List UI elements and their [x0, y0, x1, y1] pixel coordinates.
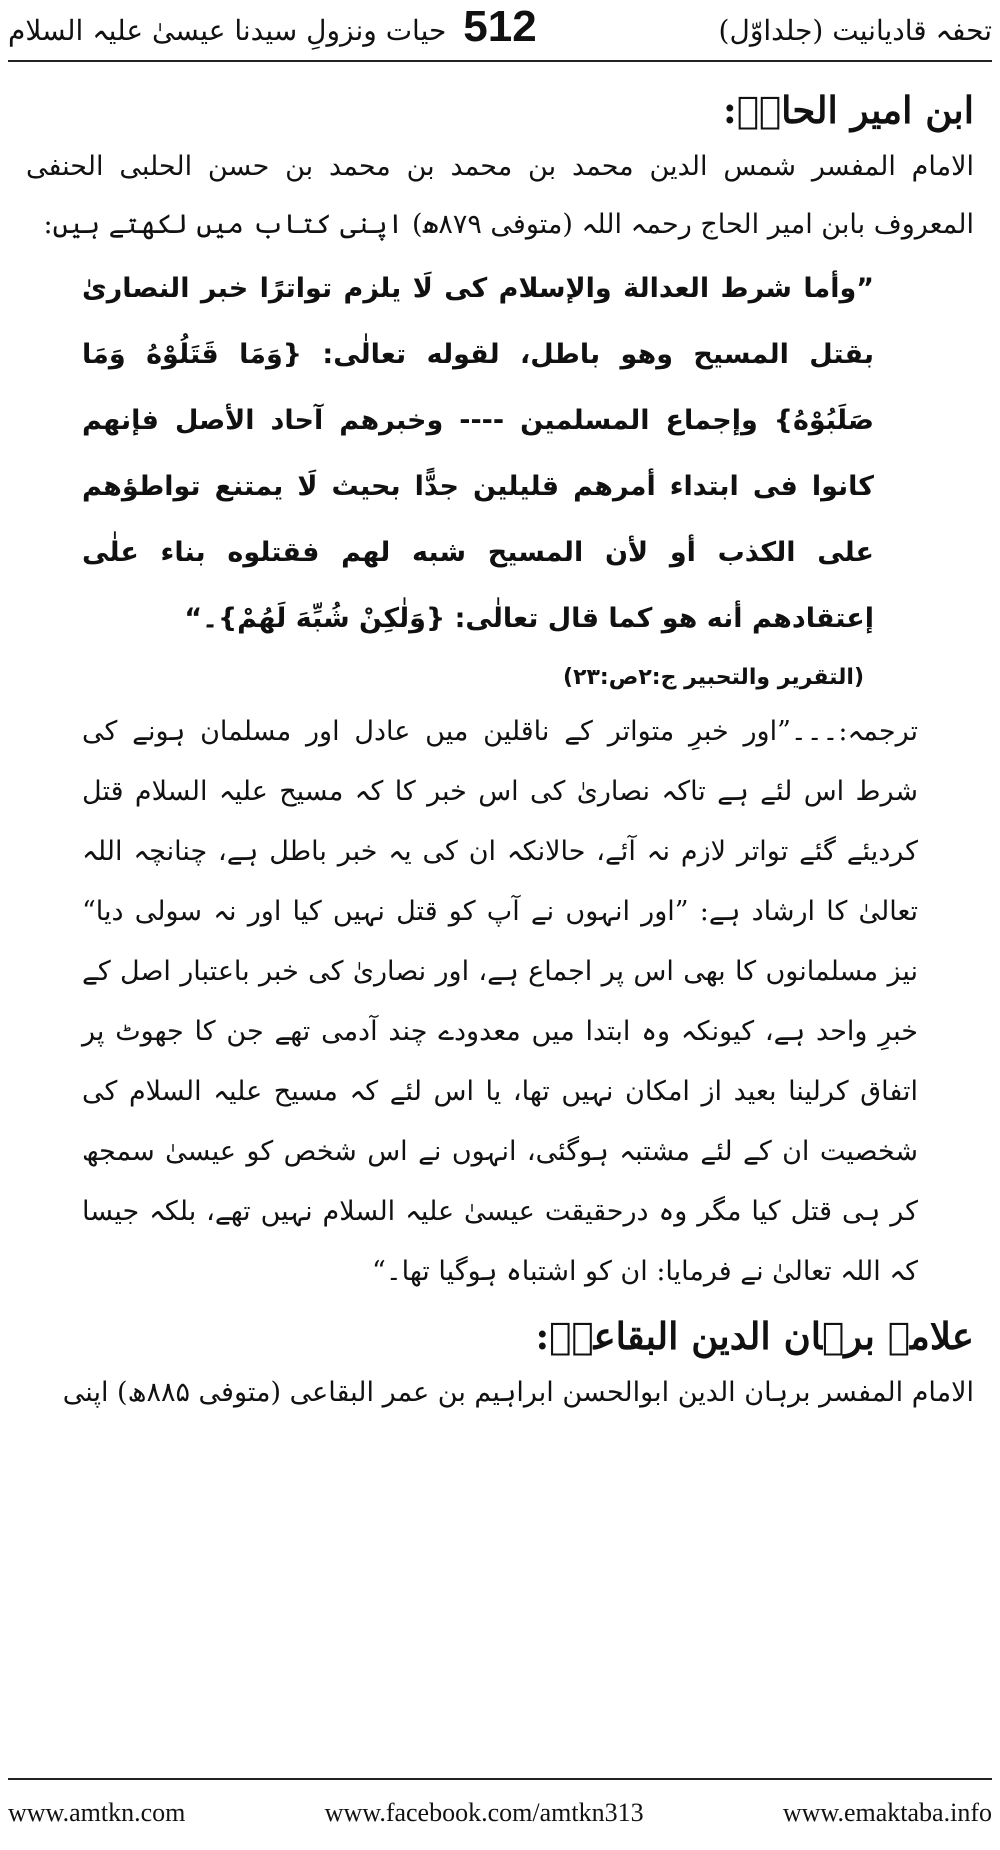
page-number: 512	[463, 2, 537, 51]
footer-link-amtkn[interactable]: www.amtkn.com	[8, 1798, 186, 1827]
footer-link-facebook[interactable]: www.facebook.com/amtkn313	[324, 1798, 644, 1827]
heading-burhan-al-biqai: علامہ برہان الدین البقاعیؒ:	[535, 1314, 974, 1358]
urdu-translation: ترجمہ:۔۔۔”اور خبرِ متواتر کے ناقلین میں عادل اور مسلمان ہونے کی شرط اس لئے ہے تاکہ نصاریٰ کی اس خبر کا کہ مسیح علیہ السلام قتل کردیئے گئے تواتر لازم نہ آئے، حالانکہ ان کی یہ خبر باطل ہے، چنانچہ اللہ تعالیٰ کا ارشاد ہے: ”اور انہوں نے آپ کو قتل نہیں کیا اور نہ سولی دیا“ نیز مسلمانوں کا بھی اس پر اجماع ہے، اور نصاریٰ کی خبر باعتبار اصل کے خبرِ واحد ہے، کیونکہ وہ ابتدا میں معدودے چند آدمی تھے جن کا جھوٹ پر اتفاق کرلینا بعید از امکان نہیں تھا، یا اس لئے کہ مسیح علیہ السلام کی شخصیت ان کے لئے مشتبہ ہوگئی، انہوں نے اس شخص کو عیسیٰ سمجھ کر ہی قتل کیا مگر وہ درحقیقت عیسیٰ علیہ السلام نہیں تھے، بلکہ جیسا کہ اللہ تعالیٰ نے فرمایا: ان کو اشتباہ ہوگیا تھا۔“	[82, 716, 918, 1287]
footer-link-emaktaba[interactable]: www.emaktaba.info	[782, 1798, 992, 1827]
page-footer	[0, 1778, 1000, 1838]
arabic-quotation: ”وأما شرط العدالة والإسلام کی لَا یلزم تواترًا خبر النصاریٰ بقتل المسیح وھو باطل، لقوله تعالٰی: {وَمَا قَتَلُوْهُ وَمَا صَلَبُوْهُ} وإجماع المسلمین ---- وخبرھم آحاد الأصل فإنھم کانوا فی ابتداء أمرھم قلیلین جدًّا بحیث لَا یمتنع تواطؤھم علی الکذب أو لأن المسیح شبه لھم فقتلوه بناء علٰی إعتقادھم أنه ھو کما قال تعالٰی: {وَلٰکِنْ شُبِّهَ لَهُمْ}۔“	[82, 273, 874, 634]
intro-paragraph-1: الامام المفسر شمس الدین محمد بن محمد بن محمد بن حسن الحلبی الحنفی المعروف بابن امیر الحاج رحمہ اللہ (متوفی ۸۷۹ھ) اپنی کتاب میں لکھتے ہیں:	[26, 151, 974, 240]
section-title: حیات ونزولِ سیدنا عیسیٰ علیہ السلام	[8, 14, 447, 47]
book-title: تحفہ قادیانیت (جلداوّل)	[718, 14, 992, 47]
intro-paragraph-2: الامام المفسر برہان الدین ابوالحسن ابراہیم بن عمر البقاعی (متوفی ۸۸۵ھ) اپنی	[62, 1377, 974, 1408]
page-body	[26, 82, 974, 1422]
footer-links	[8, 1798, 992, 1828]
heading-ibn-amir-al-hajj: ابن امیر الحاجؒ:	[723, 88, 974, 132]
source-reference: (التقریر والتحبیر ج:۲ص:۲۳)	[563, 665, 864, 690]
footer-divider	[8, 1778, 992, 1780]
page-header	[0, 0, 1000, 58]
header-divider	[8, 60, 992, 62]
